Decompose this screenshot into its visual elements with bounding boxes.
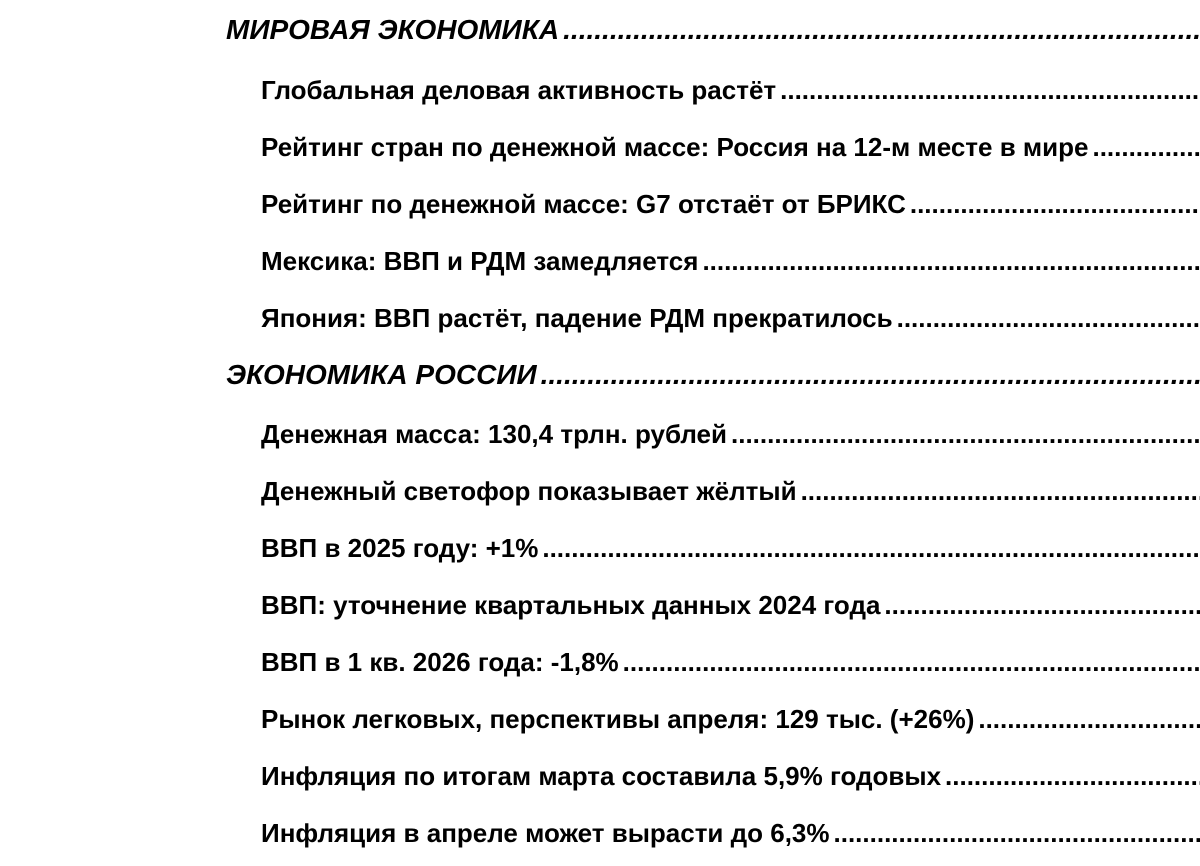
toc-item-title: ВВП: уточнение квартальных данных 2024 года: [261, 590, 881, 620]
dot-leader: [702, 246, 1200, 277]
toc-item[interactable]: [261, 75, 1200, 115]
toc-item-title: Рейтинг по денежной массе: G7 отстаёт от БРИКС: [261, 189, 906, 219]
toc-item-title: Денежный светофор показывает жёлтый: [261, 476, 797, 506]
toc-item-title: ВВП в 1 кв. 2026 года: -1,8%: [261, 647, 619, 677]
dot-leader: [978, 704, 1200, 735]
dot-leader: [731, 419, 1200, 450]
dot-leader: [541, 359, 1200, 391]
toc-item-title: Рынок легковых, перспективы апреля: 129 тыс. (+26%): [261, 704, 975, 734]
toc-item[interactable]: [261, 647, 1200, 687]
toc-item-title: Рейтинг стран по денежной массе: Россия на 12-м месте в мире: [261, 132, 1089, 162]
toc-item[interactable]: [261, 761, 1200, 801]
dot-leader: [834, 818, 1200, 849]
toc-item[interactable]: [261, 533, 1200, 573]
toc-item-title: Глобальная деловая активность растёт: [261, 75, 777, 105]
toc-item[interactable]: [261, 818, 1200, 858]
dot-leader: [945, 761, 1200, 792]
toc-section-title: МИРОВАЯ ЭКОНОМИКА: [226, 14, 560, 45]
toc-section-russia-economy[interactable]: [226, 359, 1200, 399]
toc-item-title: Мексика: ВВП и РДМ замедляется: [261, 246, 699, 276]
toc-item-title: Инфляция по итогам марта составила 5,9% годовых: [261, 761, 942, 791]
dot-leader: [542, 533, 1200, 564]
toc-section-world-economy[interactable]: [226, 14, 1200, 54]
toc-item-title: Денежная масса: 130,4 трлн. рублей: [261, 419, 727, 449]
toc-item[interactable]: [261, 419, 1200, 459]
dot-leader: [780, 75, 1200, 106]
toc-section-title: ЭКОНОМИКА РОССИИ: [226, 359, 537, 390]
toc-item[interactable]: [261, 590, 1200, 630]
toc-item-title: Инфляция в апреле может вырасти до 6,3%: [261, 818, 830, 848]
dot-leader: [623, 647, 1200, 678]
toc-item-title: Япония: ВВП растёт, падение РДМ прекратилось: [261, 303, 893, 333]
dot-leader: [563, 14, 1200, 46]
toc-item[interactable]: [261, 704, 1200, 744]
toc-item[interactable]: [261, 246, 1200, 286]
toc-item[interactable]: [261, 476, 1200, 516]
dot-leader: [801, 476, 1200, 507]
toc-item-title: ВВП в 2025 году: +1%: [261, 533, 539, 563]
dot-leader: [897, 303, 1200, 334]
dot-leader: [910, 189, 1200, 220]
dot-leader: [1092, 132, 1200, 163]
dot-leader: [884, 590, 1200, 621]
toc-item[interactable]: [261, 189, 1200, 229]
toc-item[interactable]: [261, 132, 1200, 172]
toc-item[interactable]: [261, 303, 1200, 343]
